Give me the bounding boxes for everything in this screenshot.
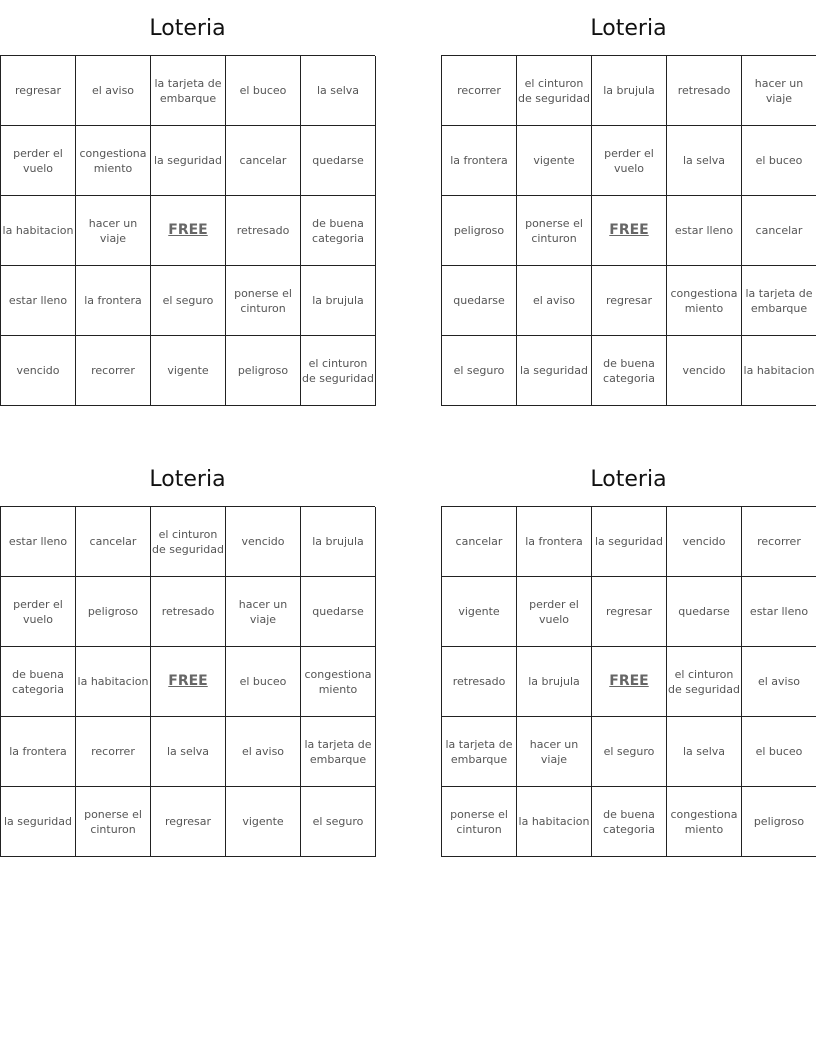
- bingo-cell: cancelar: [76, 507, 151, 577]
- bingo-grid: [0, 55, 375, 406]
- bingo-cell: vigente: [226, 787, 301, 857]
- bingo-cell: hacer un viaje: [226, 577, 301, 647]
- card-title: Loteria: [590, 16, 667, 41]
- bingo-card-2: [441, 0, 816, 406]
- bingo-cell: vencido: [667, 507, 742, 577]
- bingo-cell: la frontera: [442, 126, 517, 196]
- bingo-grid: [441, 506, 816, 857]
- bingo-cell: el cinturon de seguridad: [301, 336, 376, 406]
- bingo-cell: el seguro: [442, 336, 517, 406]
- bingo-cell: vencido: [667, 336, 742, 406]
- bingo-cell: la frontera: [517, 507, 592, 577]
- bingo-cell: cancelar: [742, 196, 816, 266]
- bingo-cell: la brujula: [301, 507, 376, 577]
- bingo-cell: vigente: [442, 577, 517, 647]
- bingo-cell: perder el vuelo: [1, 577, 76, 647]
- card-title: Loteria: [590, 467, 667, 492]
- bingo-cell: el cinturon de seguridad: [517, 56, 592, 126]
- bingo-cell: estar lleno: [1, 507, 76, 577]
- bingo-cell: retresado: [442, 647, 517, 717]
- bingo-cell: congestionamiento: [76, 126, 151, 196]
- bingo-cell: hacer un viaje: [76, 196, 151, 266]
- bingo-cell: estar lleno: [667, 196, 742, 266]
- bingo-cell: el aviso: [742, 647, 816, 717]
- bingo-cell: quedarse: [667, 577, 742, 647]
- bingo-cell: congestionamiento: [667, 787, 742, 857]
- bingo-cell: la seguridad: [1, 787, 76, 857]
- bingo-cell: el aviso: [517, 266, 592, 336]
- bingo-cell: la tarjeta de embarque: [301, 717, 376, 787]
- bingo-cell: ponerse el cinturon: [76, 787, 151, 857]
- bingo-cell: el seguro: [151, 266, 226, 336]
- free-space-cell: FREE: [592, 647, 667, 717]
- bingo-cell: ponerse el cinturon: [517, 196, 592, 266]
- bingo-cell: peligroso: [76, 577, 151, 647]
- bingo-cell: regresar: [1, 56, 76, 126]
- bingo-cell: la tarjeta de embarque: [151, 56, 226, 126]
- bingo-cell: recorrer: [76, 717, 151, 787]
- bingo-cell: peligroso: [226, 336, 301, 406]
- bingo-cell: quedarse: [301, 577, 376, 647]
- bingo-cell: retresado: [667, 56, 742, 126]
- free-space-cell: FREE: [592, 196, 667, 266]
- bingo-cell: estar lleno: [1, 266, 76, 336]
- bingo-cell: el aviso: [76, 56, 151, 126]
- free-space-cell: FREE: [151, 647, 226, 717]
- bingo-cell: estar lleno: [742, 577, 816, 647]
- bingo-cell: la tarjeta de embarque: [742, 266, 816, 336]
- bingo-cell: peligroso: [442, 196, 517, 266]
- bingo-cell: la seguridad: [517, 336, 592, 406]
- bingo-cell: la habitacion: [517, 787, 592, 857]
- bingo-cell: la habitacion: [1, 196, 76, 266]
- bingo-cell: de buena categoria: [1, 647, 76, 717]
- bingo-cell: el buceo: [742, 717, 816, 787]
- bingo-cell: peligroso: [742, 787, 816, 857]
- bingo-cell: perder el vuelo: [1, 126, 76, 196]
- free-space-cell: FREE: [151, 196, 226, 266]
- bingo-cell: de buena categoria: [301, 196, 376, 266]
- card-title: Loteria: [149, 16, 226, 41]
- bingo-cell: el buceo: [226, 56, 301, 126]
- bingo-cell: ponerse el cinturon: [226, 266, 301, 336]
- bingo-cell: la brujula: [301, 266, 376, 336]
- bingo-cell: vigente: [517, 126, 592, 196]
- bingo-cell: recorrer: [76, 336, 151, 406]
- bingo-cell: el seguro: [592, 717, 667, 787]
- bingo-cell: la selva: [301, 56, 376, 126]
- bingo-cell: recorrer: [742, 507, 816, 577]
- bingo-cell: la habitacion: [742, 336, 816, 406]
- bingo-cell: la frontera: [76, 266, 151, 336]
- bingo-cell: el buceo: [742, 126, 816, 196]
- bingo-cell: perder el vuelo: [592, 126, 667, 196]
- bingo-cell: recorrer: [442, 56, 517, 126]
- bingo-cell: regresar: [592, 266, 667, 336]
- bingo-grid: [0, 506, 375, 857]
- bingo-cell: regresar: [592, 577, 667, 647]
- bingo-cell: la brujula: [592, 56, 667, 126]
- bingo-cell: hacer un viaje: [517, 717, 592, 787]
- bingo-cell: la tarjeta de embarque: [442, 717, 517, 787]
- bingo-cell: la selva: [151, 717, 226, 787]
- bingo-card-3: [0, 451, 375, 857]
- bingo-cell: retresado: [226, 196, 301, 266]
- bingo-cell: la brujula: [517, 647, 592, 717]
- bingo-cell: la seguridad: [592, 507, 667, 577]
- bingo-cell: perder el vuelo: [517, 577, 592, 647]
- bingo-cell: quedarse: [442, 266, 517, 336]
- bingo-cell: vigente: [151, 336, 226, 406]
- bingo-cell: el seguro: [301, 787, 376, 857]
- bingo-grid: [441, 55, 816, 406]
- bingo-cell: vencido: [1, 336, 76, 406]
- bingo-cell: el buceo: [226, 647, 301, 717]
- bingo-cell: retresado: [151, 577, 226, 647]
- bingo-cell: hacer un viaje: [742, 56, 816, 126]
- bingo-cell: de buena categoria: [592, 336, 667, 406]
- bingo-cell: cancelar: [442, 507, 517, 577]
- bingo-cell: el cinturon de seguridad: [667, 647, 742, 717]
- bingo-cell: ponerse el cinturon: [442, 787, 517, 857]
- bingo-cell: el cinturon de seguridad: [151, 507, 226, 577]
- bingo-cell: la seguridad: [151, 126, 226, 196]
- bingo-card-1: [0, 0, 375, 406]
- bingo-card-4: [441, 451, 816, 857]
- bingo-cell: la frontera: [1, 717, 76, 787]
- bingo-cell: la habitacion: [76, 647, 151, 717]
- bingo-cell: quedarse: [301, 126, 376, 196]
- bingo-cell: congestionamiento: [301, 647, 376, 717]
- bingo-cell: regresar: [151, 787, 226, 857]
- bingo-cell: la selva: [667, 126, 742, 196]
- bingo-cell: cancelar: [226, 126, 301, 196]
- bingo-cell: el aviso: [226, 717, 301, 787]
- bingo-cell: la selva: [667, 717, 742, 787]
- card-title: Loteria: [149, 467, 226, 492]
- bingo-cell: congestionamiento: [667, 266, 742, 336]
- bingo-cell: de buena categoria: [592, 787, 667, 857]
- bingo-cell: vencido: [226, 507, 301, 577]
